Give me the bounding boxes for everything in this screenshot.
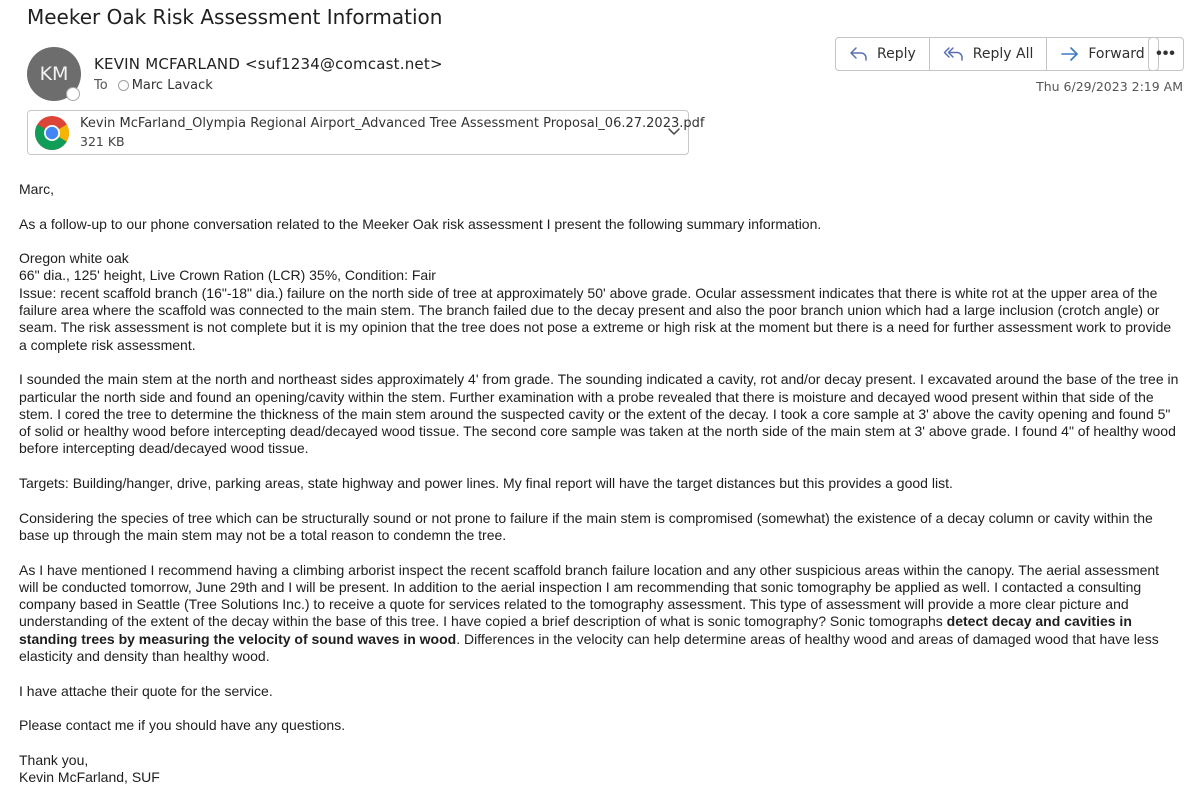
recommendation-bold-text: detect decay and cavities in standing trees by measuring the velocity of sound waves in wood: [19, 613, 1132, 647]
attachment-size: 321 KB: [80, 134, 125, 149]
species-line: Oregon white oak: [19, 250, 129, 267]
reply-all-button[interactable]: [930, 38, 1048, 70]
sounding-paragraph: I sounded the main stem at the north and northeast sides approximately 4' from grade. The sounding indicated a cavity, rot and/or decay present. I excavated around the base of the tree in particular the north side and found an opening/cavity within the stem. Further examination with a probe revealed that there is moisture and decayed wood present within that side of the stem. I cored the tree to determine the thickness of the main stem around the suspected cavity or the extent of the decay. I took a core sample at 3' above the cavity opening and found 5" of solid or healthy wood before intercepting dead/decayed wood tissue. The second core sample was taken at the north side of the main stem at 3' above grade. I found 4" of healthy wood before intercepting dead/decayed wood tissue.: [19, 371, 1179, 457]
presence-status-icon: [66, 87, 80, 101]
forward-button[interactable]: [1047, 38, 1157, 70]
attachment-name: Kevin McFarland_Olympia Regional Airport_Advanced Tree Assessment Proposal_06.27.2023.pdf: [80, 116, 705, 131]
closing: Thank you,: [19, 751, 89, 768]
chevron-down-icon[interactable]: [668, 127, 680, 137]
quote-paragraph: I have attache their quote for the service.: [19, 682, 273, 699]
email-subject: Meeker Oak Risk Assessment Information: [27, 5, 443, 29]
sender-name[interactable]: KEVIN MCFARLAND <suf1234@comcast.net>: [94, 55, 443, 73]
specs-line: 66" dia., 125' height, Live Crown Ration (LCR) 35%, Condition: Fair: [19, 267, 436, 284]
forward-label: Forward: [1088, 46, 1145, 62]
message-actions: [835, 37, 1159, 71]
issue-paragraph: Issue: recent scaffold branch (16"-18" dia.) failure on the north side of tree at approximately 50' above grade. Ocular assessment indicates that there is white rot at the upper area of the failure area where the scaffold was connected to the main stem. The branch failed due to the decay present and also the poor branch union which had a large inclusion (crotch angle) or seam. The risk assessment is not complete but it is my opinion that the tree does not pose a extreme or high risk at the moment but there is a need for further assessment work to provide a complete risk assessment.: [19, 284, 1172, 353]
more-actions-button[interactable]: [1148, 37, 1184, 71]
attachment-card[interactable]: [27, 110, 705, 155]
signature: Kevin McFarland, SUF: [19, 769, 160, 786]
chrome-icon: [34, 115, 70, 151]
recipient-row: [94, 78, 213, 93]
greeting: Marc,: [19, 181, 54, 197]
targets-paragraph: Targets: Building/hanger, drive, parking areas, state highway and power lines. My final report will have the target distances but this provides a good list.: [19, 475, 953, 492]
reply-button[interactable]: [836, 38, 930, 70]
contact-paragraph: Please contact me if you should have any questions.: [19, 717, 346, 734]
recipient-name[interactable]: Marc Lavack: [131, 78, 213, 93]
species-note-paragraph: Considering the species of tree which can be structurally sound or not prone to failure if the main stem is compromised (somewhat) the existence of a decay column or cavity within the base up through the main stem may not be a total reason to condemn the tree.: [19, 509, 1153, 543]
to-label: To: [94, 78, 108, 93]
recipient-presence-icon: [118, 80, 129, 91]
recommendation-paragraph: [19, 562, 1179, 666]
intro-paragraph: As a follow-up to our phone conversation related to the Meeker Oak risk assessment I present the following summary information.: [19, 215, 822, 232]
message-timestamp: Thu 6/29/2023 2:19 AM: [1036, 79, 1183, 94]
recommendation-text: As I have mentioned I recommend having a climbing arborist inspect the recent scaffold branch failure location and any other suspicious areas within the canopy. The aerial assessment will be conducted tomorrow, June 29th and I will be present. In addition to the aerial inspection I am recommending that sonic tomography be applied as well. I contacted a consulting company based in Seattle (Tree Solutions Inc.) to receive a quote for services related to the tomography assessment. This type of assessment will provide a more clear picture and understanding of the extent of the decay within the base of this tree. I have copied a brief description of what is sonic tomography? Sonic tomographs: [19, 561, 1160, 630]
reply-label: Reply: [877, 46, 916, 62]
sender-avatar[interactable]: KM: [27, 47, 81, 101]
forward-icon: [1060, 46, 1080, 62]
reply-all-icon: [943, 46, 965, 62]
recommendation-text-end: . Differences in the velocity can help determine areas of healthy wood and areas of damaged wood that have less elasticity and density than healthy wood.: [19, 630, 1159, 665]
reply-icon: [849, 46, 869, 62]
email-body: [19, 181, 1179, 786]
more-icon: •••: [1156, 45, 1176, 62]
reply-all-label: Reply All: [972, 46, 1034, 62]
